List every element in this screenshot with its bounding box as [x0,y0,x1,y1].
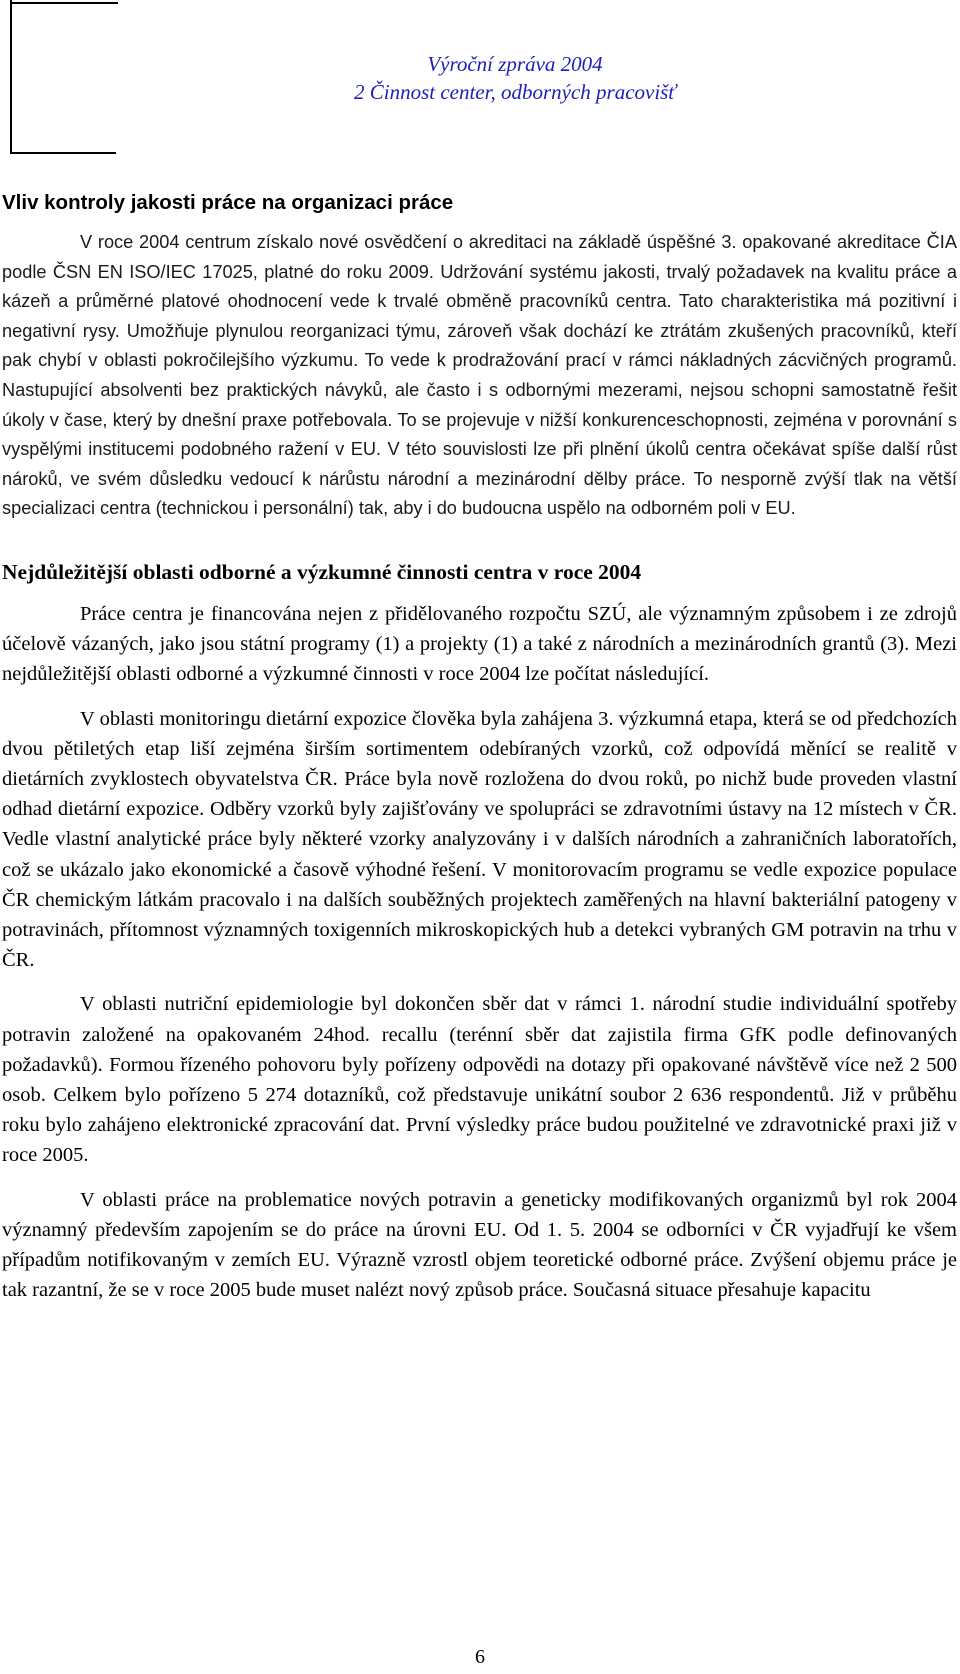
section-heading-quality-control: Vliv kontroly jakosti práce na organizaci práce [2,191,454,214]
document-body [2,188,957,1305]
paragraph-funding: Práce centra je financována nejen z přidělovaného rozpočtu SZÚ, ale významným způsobem i ze zdrojů účelově vázaných, jako jsou státní programy (1) a projekty (1) a také z národních a mezinárodních grantů (3). Mezi nejdůležitější oblasti odborné a výzkumné činnosti v roce 2004 lze počítat následující. [2,602,957,686]
header-chapter-title: 2 Činnost center, odborných pracovišť [353,80,676,104]
paragraph-quality-control: V roce 2004 centrum získalo nové osvědčení o akreditaci na základě úspěšné 3. opakované akreditace ČIA podle ČSN EN ISO/IEC 17025, platné do roku 2009. Udržování systému jakosti, trvalý požadavek na kvalitu práce a kázeň a průměrné platové ohodnocení vede k trvalé obměně pracovníků centra. Tato charakteristika má pozitivní i negativní rysy. Umožňuje plynulou reorganizaci týmu, zároveň však dochází ke ztrátám zkušených pracovníků, kteří pak chybí v oblasti pokročilejšího výzkumu. To vede k prodražování prací v rámci nákladných zácvičných programů. Nastupující absolventi bez praktických návyků, ale často i s odbornými mezerami, nejsou schopni samostatně řešit úkoly v čase, který by dnešní praxe potřebovala. To se projevuje v nižší konkurenceschopnosti, zejména v porovnání s vyspělými institucemi podobného ražení v EU. V této souvislosti lze při plnění úkolů centra očekávat spíše další růst nároků, ve svém důsledku vedoucí k nárůstu národní a mezinárodní dělby práce. To nesporně zvýší tlak na větší specializaci centra (technickou i personální) tak, aby i do budoucna uspělo na odborném poli v EU. [2,232,957,519]
page-header [0,50,960,106]
section-heading-research-areas: Nejdůležitější oblasti odborné a výzkumné činnosti centra v roce 2004 [2,559,642,584]
paragraph-dietary-exposure: V oblasti monitoringu dietární expozice člověka byla zahájena 3. výzkumná etapa, která se od předchozích dvou pětiletých etap liší zejména širším sortimentem odebíraných vzorků, což odpovídá měnící se realitě v dietárních zvyklostech obyvatelstva ČR. Práce byla nově rozložena do dvou roků, po nichž bude proveden vlastní odhad dietární expozice. Odběry vzorků byly zajišťovány ve spolupráci se zdravotními ústavy na 12 místech v ČR. Vedle vlastní analytické práce byly některé vzorky analyzovány i v dalších národních a zahraničních laboratořích, což se ukázalo jako ekonomické a časově výhodné řešení. V monitorovacím programu se vedle expozice populace ČR chemickým látkám pracovalo i na dalších souběžných projektech zaměřených na hlavní bakteriální patogeny v potravinách, přítomnost významných toxigenních mikroskopických hub a detekci vybraných GM potravin na trhu v ČR. [2,707,957,972]
paragraph-novel-foods-gmo: V oblasti práce na problematice nových potravin a geneticky modifikovaných organizmů byl rok 2004 významný především zapojením se do práce na úrovni EU. Od 1. 5. 2004 se odborníci v ČR vyjadřují ke všem případům notifikovaným v zemích EU. Výrazně vzrostl objem teoretické odborné práce. Zvýšení objemu práce je tak razantní, že se v roce 2005 bude muset nalézt nový způsob práce. Současná situace přesahuje kapacitu [2,1188,957,1302]
paragraph-nutritional-epidemiology: V oblasti nutriční epidemiologie byl dokončen sběr dat v rámci 1. národní studie individuální spotřeby potravin založené na opakovaném 24hod. recallu (terénní sběr dat zajistila firma GfK podle definovaných požadavků). Formou řízeného pohovoru byly pořízeny odpovědi na dotazy při opakované návštěvě více než 2 500 osob. Celkem bylo pořízeno 5 274 dotazníků, což představuje unikátní soubor 2 636 respondentů. Již v průběhu roku bylo zahájeno elektronické zpracování dat. První výsledky práce budou použitelné ve zdravotnické praxi již v roce 2005. [2,993,957,1167]
header-report-title: Výroční zpráva 2004 [427,52,603,76]
page-number: 6 [475,1646,485,1668]
